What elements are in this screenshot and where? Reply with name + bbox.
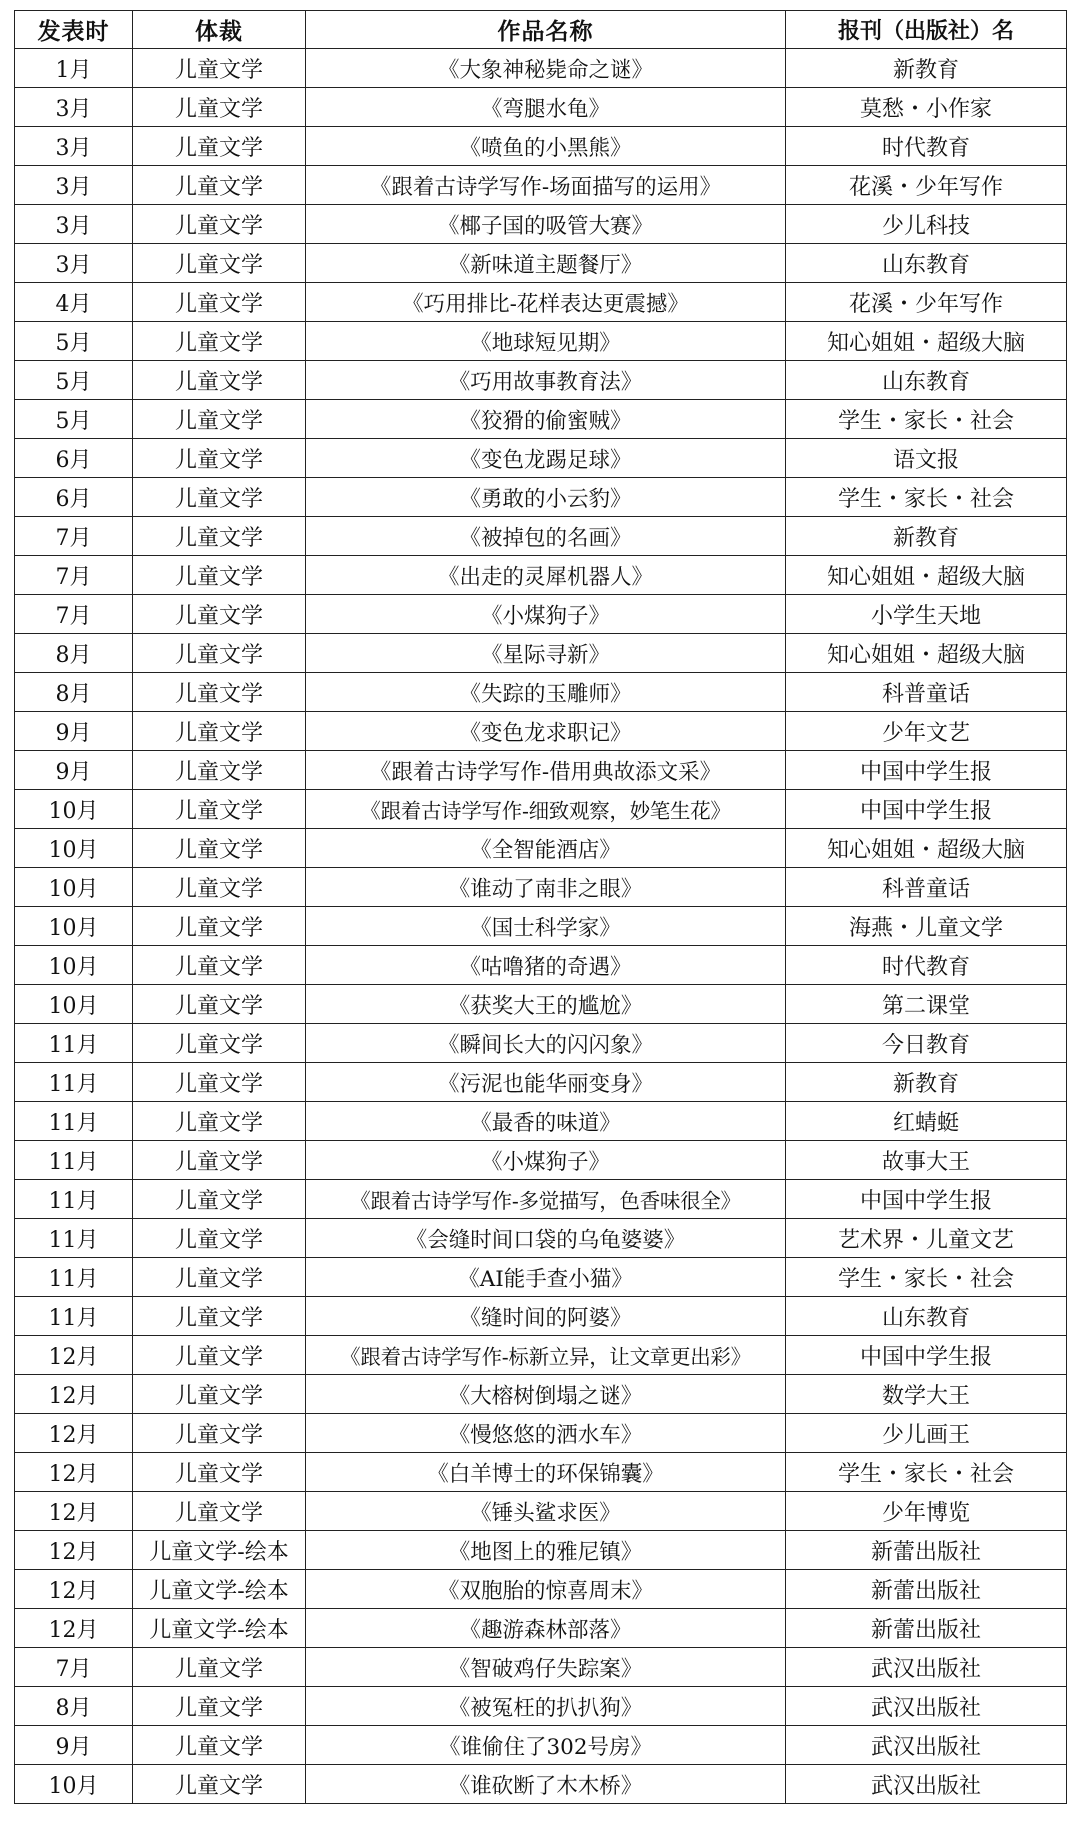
cell-publisher: 语文报 bbox=[786, 439, 1067, 478]
cell-publisher: 新教育 bbox=[786, 1063, 1067, 1102]
cell-month: 10月 bbox=[15, 1765, 133, 1804]
cell-genre: 儿童文学 bbox=[133, 790, 306, 829]
table-row bbox=[15, 1453, 1067, 1492]
cell-title: 《跟着古诗学写作-场面描写的运用》 bbox=[306, 166, 786, 205]
header-row bbox=[15, 11, 1067, 49]
table-row bbox=[15, 868, 1067, 907]
table-row bbox=[15, 1531, 1067, 1570]
cell-title: 《双胞胎的惊喜周末》 bbox=[306, 1570, 786, 1609]
cell-title: 《椰子国的吸管大赛》 bbox=[306, 205, 786, 244]
table-row bbox=[15, 439, 1067, 478]
cell-publisher: 时代教育 bbox=[786, 946, 1067, 985]
table-row bbox=[15, 907, 1067, 946]
cell-title: 《污泥也能华丽变身》 bbox=[306, 1063, 786, 1102]
cell-genre: 儿童文学 bbox=[133, 205, 306, 244]
cell-genre: 儿童文学 bbox=[133, 1336, 306, 1375]
cell-month: 12月 bbox=[15, 1375, 133, 1414]
cell-publisher: 中国中学生报 bbox=[786, 751, 1067, 790]
cell-title: 《智破鸡仔失踪案》 bbox=[306, 1648, 786, 1687]
cell-publisher: 时代教育 bbox=[786, 127, 1067, 166]
cell-title: 《跟着古诗学写作-多觉描写，色香味很全》 bbox=[306, 1180, 786, 1219]
cell-genre: 儿童文学 bbox=[133, 1297, 306, 1336]
cell-month: 12月 bbox=[15, 1492, 133, 1531]
cell-publisher: 新教育 bbox=[786, 517, 1067, 556]
table-row bbox=[15, 166, 1067, 205]
table-row bbox=[15, 1726, 1067, 1765]
cell-publisher: 知心姐姐・超级大脑 bbox=[786, 556, 1067, 595]
table-row bbox=[15, 1648, 1067, 1687]
cell-title: 《地球短见期》 bbox=[306, 322, 786, 361]
table-row bbox=[15, 517, 1067, 556]
cell-publisher: 山东教育 bbox=[786, 244, 1067, 283]
cell-genre: 儿童文学 bbox=[133, 829, 306, 868]
cell-publisher: 红蜻蜓 bbox=[786, 1102, 1067, 1141]
cell-title: 《变色龙踢足球》 bbox=[306, 439, 786, 478]
table-row bbox=[15, 790, 1067, 829]
cell-genre: 儿童文学 bbox=[133, 1141, 306, 1180]
cell-month: 12月 bbox=[15, 1414, 133, 1453]
cell-title: 《国士科学家》 bbox=[306, 907, 786, 946]
cell-month: 11月 bbox=[15, 1102, 133, 1141]
cell-title: 《星际寻新》 bbox=[306, 634, 786, 673]
cell-publisher: 花溪・少年写作 bbox=[786, 283, 1067, 322]
cell-genre: 儿童文学 bbox=[133, 673, 306, 712]
cell-genre: 儿童文学 bbox=[133, 244, 306, 283]
cell-genre: 儿童文学 bbox=[133, 595, 306, 634]
table-row bbox=[15, 361, 1067, 400]
cell-genre: 儿童文学 bbox=[133, 868, 306, 907]
cell-genre: 儿童文学-绘本 bbox=[133, 1531, 306, 1570]
cell-genre: 儿童文学 bbox=[133, 439, 306, 478]
cell-title: 《缝时间的阿婆》 bbox=[306, 1297, 786, 1336]
table-row bbox=[15, 88, 1067, 127]
cell-month: 9月 bbox=[15, 712, 133, 751]
cell-genre: 儿童文学 bbox=[133, 517, 306, 556]
cell-publisher: 第二课堂 bbox=[786, 985, 1067, 1024]
cell-publisher: 少年博览 bbox=[786, 1492, 1067, 1531]
cell-title: 《小煤狗子》 bbox=[306, 1141, 786, 1180]
cell-genre: 儿童文学 bbox=[133, 1180, 306, 1219]
cell-genre: 儿童文学 bbox=[133, 166, 306, 205]
cell-month: 3月 bbox=[15, 88, 133, 127]
cell-month: 11月 bbox=[15, 1297, 133, 1336]
cell-genre: 儿童文学 bbox=[133, 361, 306, 400]
cell-month: 7月 bbox=[15, 517, 133, 556]
cell-title: 《谁偷住了302号房》 bbox=[306, 1726, 786, 1765]
table-row bbox=[15, 1570, 1067, 1609]
cell-genre: 儿童文学 bbox=[133, 1765, 306, 1804]
cell-genre: 儿童文学 bbox=[133, 1453, 306, 1492]
cell-genre: 儿童文学 bbox=[133, 1024, 306, 1063]
cell-publisher: 少年文艺 bbox=[786, 712, 1067, 751]
cell-publisher: 故事大王 bbox=[786, 1141, 1067, 1180]
cell-genre: 儿童文学-绘本 bbox=[133, 1609, 306, 1648]
cell-month: 9月 bbox=[15, 1726, 133, 1765]
table-body bbox=[15, 49, 1067, 1804]
cell-genre: 儿童文学 bbox=[133, 322, 306, 361]
cell-month: 11月 bbox=[15, 1141, 133, 1180]
table-row bbox=[15, 1687, 1067, 1726]
cell-title: 《喷鱼的小黑熊》 bbox=[306, 127, 786, 166]
cell-title: 《慢悠悠的洒水车》 bbox=[306, 1414, 786, 1453]
cell-publisher: 学生・家长・社会 bbox=[786, 400, 1067, 439]
cell-genre: 儿童文学 bbox=[133, 634, 306, 673]
cell-title: 《谁砍断了木木桥》 bbox=[306, 1765, 786, 1804]
cell-month: 7月 bbox=[15, 1648, 133, 1687]
table-row bbox=[15, 1063, 1067, 1102]
table-row bbox=[15, 478, 1067, 517]
cell-month: 12月 bbox=[15, 1609, 133, 1648]
publication-table-container bbox=[14, 10, 1066, 1804]
cell-publisher: 知心姐姐・超级大脑 bbox=[786, 322, 1067, 361]
cell-title: 《勇敢的小云豹》 bbox=[306, 478, 786, 517]
cell-month: 12月 bbox=[15, 1336, 133, 1375]
cell-title: 《趣游森林部落》 bbox=[306, 1609, 786, 1648]
header-month: 发表时 bbox=[15, 11, 133, 49]
cell-genre: 儿童文学 bbox=[133, 478, 306, 517]
cell-publisher: 武汉出版社 bbox=[786, 1765, 1067, 1804]
cell-title: 《小煤狗子》 bbox=[306, 595, 786, 634]
cell-genre: 儿童文学 bbox=[133, 1258, 306, 1297]
table-row bbox=[15, 1180, 1067, 1219]
cell-genre: 儿童文学 bbox=[133, 1648, 306, 1687]
cell-publisher: 武汉出版社 bbox=[786, 1648, 1067, 1687]
cell-month: 3月 bbox=[15, 244, 133, 283]
cell-title: 《失踪的玉雕师》 bbox=[306, 673, 786, 712]
cell-month: 5月 bbox=[15, 322, 133, 361]
cell-month: 12月 bbox=[15, 1570, 133, 1609]
table-row bbox=[15, 1102, 1067, 1141]
cell-title: 《获奖大王的尴尬》 bbox=[306, 985, 786, 1024]
header-publisher: 报刊（出版社）名 bbox=[786, 11, 1067, 49]
cell-publisher: 学生・家长・社会 bbox=[786, 1258, 1067, 1297]
cell-publisher: 山东教育 bbox=[786, 361, 1067, 400]
table-row bbox=[15, 49, 1067, 88]
cell-month: 7月 bbox=[15, 595, 133, 634]
cell-title: 《被掉包的名画》 bbox=[306, 517, 786, 556]
cell-publisher: 学生・家长・社会 bbox=[786, 1453, 1067, 1492]
cell-month: 7月 bbox=[15, 556, 133, 595]
cell-month: 6月 bbox=[15, 478, 133, 517]
cell-publisher: 山东教育 bbox=[786, 1297, 1067, 1336]
cell-month: 12月 bbox=[15, 1453, 133, 1492]
table-row bbox=[15, 127, 1067, 166]
cell-title: 《跟着古诗学写作-借用典故添文采》 bbox=[306, 751, 786, 790]
cell-title: 《地图上的雅尼镇》 bbox=[306, 1531, 786, 1570]
cell-month: 10月 bbox=[15, 946, 133, 985]
table-row bbox=[15, 1492, 1067, 1531]
cell-genre: 儿童文学 bbox=[133, 712, 306, 751]
cell-publisher: 新教育 bbox=[786, 49, 1067, 88]
cell-genre: 儿童文学-绘本 bbox=[133, 1570, 306, 1609]
cell-month: 5月 bbox=[15, 400, 133, 439]
table-row bbox=[15, 1258, 1067, 1297]
cell-title: 《巧用排比-花样表达更震撼》 bbox=[306, 283, 786, 322]
table-row bbox=[15, 634, 1067, 673]
cell-title: 《出走的灵犀机器人》 bbox=[306, 556, 786, 595]
cell-genre: 儿童文学 bbox=[133, 751, 306, 790]
table-row bbox=[15, 673, 1067, 712]
cell-month: 11月 bbox=[15, 1024, 133, 1063]
table-row bbox=[15, 985, 1067, 1024]
cell-genre: 儿童文学 bbox=[133, 1375, 306, 1414]
cell-publisher: 新蕾出版社 bbox=[786, 1531, 1067, 1570]
cell-month: 8月 bbox=[15, 673, 133, 712]
table-row bbox=[15, 322, 1067, 361]
cell-publisher: 中国中学生报 bbox=[786, 1336, 1067, 1375]
cell-genre: 儿童文学 bbox=[133, 985, 306, 1024]
table-row bbox=[15, 244, 1067, 283]
cell-genre: 儿童文学 bbox=[133, 1414, 306, 1453]
cell-genre: 儿童文学 bbox=[133, 400, 306, 439]
cell-publisher: 海燕・儿童文学 bbox=[786, 907, 1067, 946]
cell-month: 3月 bbox=[15, 166, 133, 205]
cell-title: 《弯腿水龟》 bbox=[306, 88, 786, 127]
cell-title: 《新味道主题餐厅》 bbox=[306, 244, 786, 283]
cell-month: 11月 bbox=[15, 1258, 133, 1297]
table-row bbox=[15, 595, 1067, 634]
cell-title: 《狡猾的偷蜜贼》 bbox=[306, 400, 786, 439]
cell-publisher: 知心姐姐・超级大脑 bbox=[786, 634, 1067, 673]
cell-month: 9月 bbox=[15, 751, 133, 790]
cell-title: 《全智能酒店》 bbox=[306, 829, 786, 868]
cell-title: 《会缝时间口袋的乌龟婆婆》 bbox=[306, 1219, 786, 1258]
cell-genre: 儿童文学 bbox=[133, 1063, 306, 1102]
table-row bbox=[15, 1219, 1067, 1258]
cell-title: 《咕噜猪的奇遇》 bbox=[306, 946, 786, 985]
cell-publisher: 少儿科技 bbox=[786, 205, 1067, 244]
table-row bbox=[15, 1609, 1067, 1648]
cell-publisher: 学生・家长・社会 bbox=[786, 478, 1067, 517]
cell-publisher: 武汉出版社 bbox=[786, 1687, 1067, 1726]
cell-title: 《瞬间长大的闪闪象》 bbox=[306, 1024, 786, 1063]
table-row bbox=[15, 829, 1067, 868]
cell-title: 《AI能手查小猫》 bbox=[306, 1258, 786, 1297]
table-row bbox=[15, 1141, 1067, 1180]
cell-title: 《跟着古诗学写作-标新立异，让文章更出彩》 bbox=[306, 1336, 786, 1375]
cell-genre: 儿童文学 bbox=[133, 1102, 306, 1141]
publication-table bbox=[14, 10, 1067, 1804]
cell-genre: 儿童文学 bbox=[133, 88, 306, 127]
cell-publisher: 武汉出版社 bbox=[786, 1726, 1067, 1765]
cell-month: 3月 bbox=[15, 127, 133, 166]
table-row bbox=[15, 400, 1067, 439]
cell-month: 3月 bbox=[15, 205, 133, 244]
table-row bbox=[15, 712, 1067, 751]
cell-publisher: 中国中学生报 bbox=[786, 790, 1067, 829]
cell-title: 《变色龙求职记》 bbox=[306, 712, 786, 751]
cell-title: 《最香的味道》 bbox=[306, 1102, 786, 1141]
table-row bbox=[15, 283, 1067, 322]
cell-publisher: 少儿画王 bbox=[786, 1414, 1067, 1453]
table-row bbox=[15, 1414, 1067, 1453]
cell-month: 10月 bbox=[15, 790, 133, 829]
cell-genre: 儿童文学 bbox=[133, 49, 306, 88]
table-header bbox=[15, 11, 1067, 49]
table-row bbox=[15, 1336, 1067, 1375]
table-row bbox=[15, 1375, 1067, 1414]
cell-publisher: 知心姐姐・超级大脑 bbox=[786, 829, 1067, 868]
cell-publisher: 科普童话 bbox=[786, 868, 1067, 907]
cell-title: 《大榕树倒塌之谜》 bbox=[306, 1375, 786, 1414]
table-row bbox=[15, 1297, 1067, 1336]
cell-month: 10月 bbox=[15, 868, 133, 907]
cell-genre: 儿童文学 bbox=[133, 283, 306, 322]
cell-title: 《大象神秘毙命之谜》 bbox=[306, 49, 786, 88]
cell-publisher: 新蕾出版社 bbox=[786, 1570, 1067, 1609]
table-row bbox=[15, 1765, 1067, 1804]
cell-publisher: 今日教育 bbox=[786, 1024, 1067, 1063]
table-row bbox=[15, 751, 1067, 790]
cell-publisher: 新蕾出版社 bbox=[786, 1609, 1067, 1648]
cell-genre: 儿童文学 bbox=[133, 946, 306, 985]
cell-publisher: 中国中学生报 bbox=[786, 1180, 1067, 1219]
cell-title: 《白羊博士的环保锦囊》 bbox=[306, 1453, 786, 1492]
header-genre: 体裁 bbox=[133, 11, 306, 49]
cell-month: 10月 bbox=[15, 907, 133, 946]
cell-month: 5月 bbox=[15, 361, 133, 400]
cell-title: 《巧用故事教育法》 bbox=[306, 361, 786, 400]
cell-genre: 儿童文学 bbox=[133, 907, 306, 946]
cell-publisher: 科普童话 bbox=[786, 673, 1067, 712]
cell-title: 《谁动了南非之眼》 bbox=[306, 868, 786, 907]
cell-month: 10月 bbox=[15, 829, 133, 868]
cell-month: 4月 bbox=[15, 283, 133, 322]
table-row bbox=[15, 205, 1067, 244]
cell-month: 11月 bbox=[15, 1180, 133, 1219]
cell-month: 11月 bbox=[15, 1219, 133, 1258]
cell-month: 8月 bbox=[15, 1687, 133, 1726]
header-title: 作品名称 bbox=[306, 11, 786, 49]
cell-publisher: 花溪・少年写作 bbox=[786, 166, 1067, 205]
cell-title: 《锤头鲨求医》 bbox=[306, 1492, 786, 1531]
cell-genre: 儿童文学 bbox=[133, 1492, 306, 1531]
cell-publisher: 莫愁・小作家 bbox=[786, 88, 1067, 127]
cell-publisher: 小学生天地 bbox=[786, 595, 1067, 634]
table-row bbox=[15, 556, 1067, 595]
cell-month: 8月 bbox=[15, 634, 133, 673]
cell-genre: 儿童文学 bbox=[133, 1726, 306, 1765]
cell-genre: 儿童文学 bbox=[133, 556, 306, 595]
cell-month: 12月 bbox=[15, 1531, 133, 1570]
cell-month: 11月 bbox=[15, 1063, 133, 1102]
cell-genre: 儿童文学 bbox=[133, 127, 306, 166]
table-row bbox=[15, 946, 1067, 985]
cell-genre: 儿童文学 bbox=[133, 1687, 306, 1726]
table-row bbox=[15, 1024, 1067, 1063]
cell-month: 10月 bbox=[15, 985, 133, 1024]
cell-month: 6月 bbox=[15, 439, 133, 478]
cell-genre: 儿童文学 bbox=[133, 1219, 306, 1258]
cell-publisher: 数学大王 bbox=[786, 1375, 1067, 1414]
cell-publisher: 艺术界・儿童文艺 bbox=[786, 1219, 1067, 1258]
cell-month: 1月 bbox=[15, 49, 133, 88]
cell-title: 《跟着古诗学写作-细致观察，妙笔生花》 bbox=[306, 790, 786, 829]
cell-title: 《被冤枉的扒扒狗》 bbox=[306, 1687, 786, 1726]
